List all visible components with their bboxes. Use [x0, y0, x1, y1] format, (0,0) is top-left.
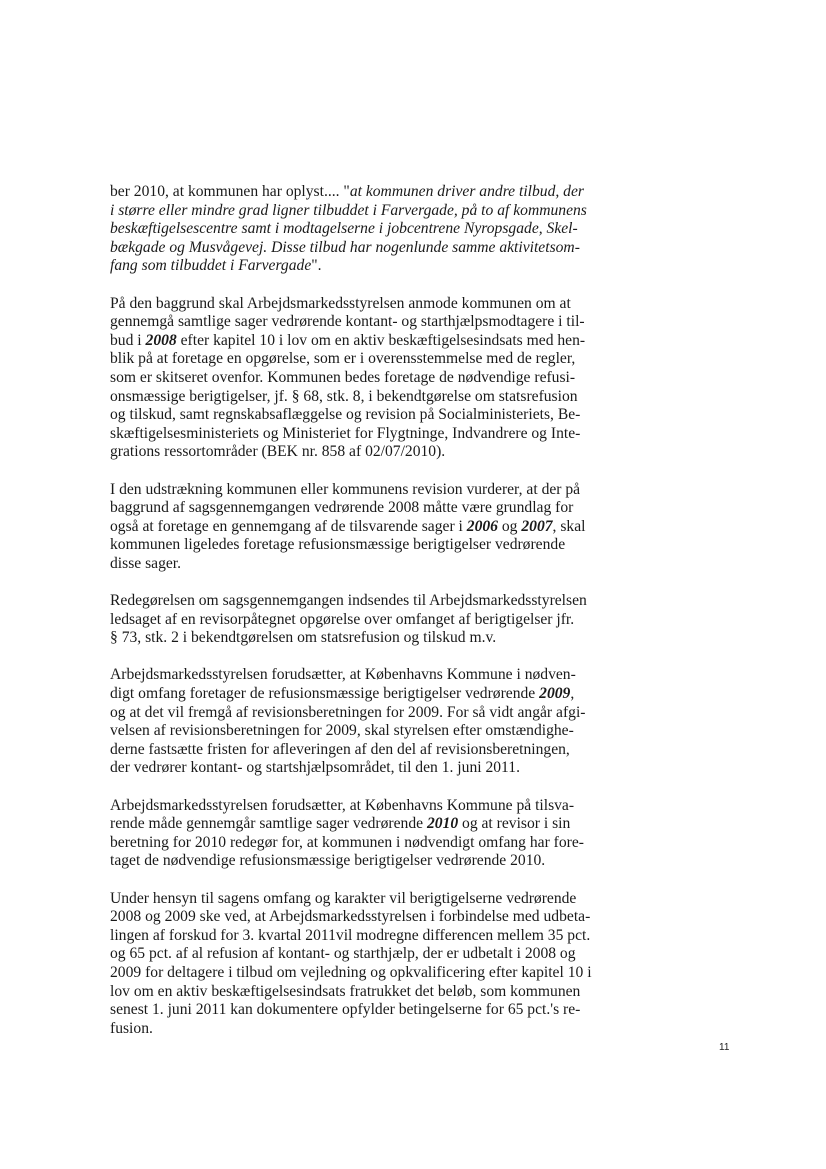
text-run: lingen af forskud for 3. kvartal 2011vil modregne differencen mellem 35 pct. [110, 926, 591, 944]
text-run: at kommunen driver andre tilbud, der [349, 183, 584, 200]
text-run: § 73, stk. 2 i bekendtgørelsen om statsrefusion og tilskud m.v. [110, 629, 497, 647]
text-line [110, 239, 602, 258]
text-run: senest 1. juni 2011 kan dokumentere opfylder betingelserne for 65 pct.'s re- [110, 1001, 581, 1019]
body-paragraph [110, 890, 602, 1039]
text-run: og 65 pct. af al refusion af kontant- og starthjælp, der er udbetalt i 2008 og [110, 945, 576, 963]
text-line [110, 406, 602, 425]
body-paragraph [110, 295, 602, 462]
text-run: velsen af revisionsberetningen for 2009, skal styrelsen efter omstændighe- [110, 722, 574, 740]
text-run: , skal [552, 517, 586, 535]
text-line [110, 685, 602, 704]
text-line [110, 443, 602, 462]
emphasized-year: 2008 [145, 331, 177, 349]
text-run: der vedrører kontant- og startshjælpsområdet, til den 1. juni 2011. [110, 759, 520, 777]
text-run: derne fastsætte fristen for afleveringen af den del af revisionsberetningen, [110, 740, 570, 758]
emphasized-year: 2006 [466, 517, 498, 535]
body-paragraph [110, 666, 602, 778]
text-line [110, 1001, 602, 1020]
text-line [110, 499, 602, 518]
text-run: ". [311, 257, 322, 275]
text-line [110, 759, 602, 778]
text-run: Under hensyn til sagens omfang og karakter vil berigtigelserne vedrørende [110, 889, 577, 907]
emphasized-year: 2007 [521, 517, 553, 535]
text-line [110, 834, 602, 853]
text-run: , [570, 685, 575, 703]
text-line [110, 704, 602, 723]
text-line [110, 741, 602, 760]
text-run: taget de nødvendige refusionsmæssige berigtigelser vedrørende 2010. [110, 852, 546, 870]
text-run: grations ressortområder (BEK nr. 858 af 02/07/2010). [110, 443, 446, 461]
text-line [110, 629, 602, 648]
text-line [110, 555, 602, 574]
emphasized-year: 2009 [539, 685, 571, 703]
text-line [110, 964, 602, 983]
body-paragraph [110, 797, 602, 871]
document-body [110, 183, 602, 1057]
text-line [110, 295, 602, 314]
text-line [110, 350, 602, 369]
body-paragraph [110, 183, 602, 276]
text-run: beskæftigelsescentre samt i modtagelserne i jobcentrene Nyropsgade, Skel- [110, 220, 578, 238]
text-line [110, 220, 602, 239]
text-line [110, 592, 602, 611]
text-line [110, 852, 602, 871]
text-line [110, 797, 602, 816]
text-line [110, 332, 602, 351]
text-run: efter kapitel 10 i lov om en aktiv beskæftigelsesindsats med hen- [176, 331, 586, 349]
text-run: og [497, 517, 522, 535]
text-line [110, 481, 602, 500]
text-line [110, 815, 602, 834]
text-run: som er skitseret ovenfor. Kommunen bedes foretage de nødvendige refusi- [110, 368, 576, 386]
text-line [110, 518, 602, 537]
text-line [110, 983, 602, 1002]
text-run: digt omfang foretager de refusionsmæssige berigtigelser vedrørende [110, 685, 540, 703]
text-run: beretning for 2010 redegør for, at kommunen i nødvendigt omfang har fore- [110, 833, 584, 851]
text-line [110, 666, 602, 685]
text-run: ledsaget af en revisorpåtegnet opgørelse over omfanget af berigtigelser jfr. [110, 610, 575, 628]
text-run: baggrund af sagsgennemgangen vedrørende 2008 måtte være grundlag for [110, 499, 574, 517]
text-run: 2008 og 2009 ske ved, at Arbejdsmarkedsstyrelsen i forbindelse med udbeta- [110, 908, 591, 926]
text-line [110, 313, 602, 332]
text-run: Arbejdsmarkedsstyrelsen forudsætter, at Københavns Kommune i nødven- [110, 666, 576, 684]
text-line [110, 1020, 602, 1039]
text-line [110, 611, 602, 630]
text-line [110, 908, 602, 927]
text-run: onsmæssige berigtigelser, jf. § 68, stk. 8, i bekendtgørelse om statsrefusion [110, 387, 578, 405]
text-line [110, 927, 602, 946]
text-line [110, 536, 602, 555]
text-run: Redegørelsen om sagsgennemgangen indsendes til Arbejdsmarkedsstyrelsen [110, 592, 587, 610]
text-run: blik på at foretage en opgørelse, som er i overensstemmelse med de regler, [110, 350, 576, 368]
text-line [110, 945, 602, 964]
text-line [110, 388, 602, 407]
text-line [110, 369, 602, 388]
text-run: også at foretage en gennemgang af de tilsvarende sager i [110, 517, 467, 535]
text-line [110, 722, 602, 741]
text-run: I den udstrækning kommunen eller kommunens revision vurderer, at der på [110, 480, 581, 498]
text-run: og at det vil fremgå af revisionsberetningen for 2009. For så vidt angår afgi- [110, 703, 586, 721]
text-run: ber 2010, at kommunen har oplyst.... " [110, 183, 350, 200]
text-run: lov om en aktiv beskæftigelsesindsats fratrukket det beløb, som kommunen [110, 982, 581, 1000]
text-run: fusion. [110, 1019, 153, 1037]
text-run: kommunen ligeledes foretage refusionsmæssige berigtigelser vedrørende [110, 536, 566, 554]
text-run: Arbejdsmarkedsstyrelsen forudsætter, at Københavns Kommune på tilsva- [110, 796, 575, 814]
text-run: bud i [110, 331, 146, 349]
text-run: bækgade og Musvågevej. Disse tilbud har nogenlunde samme aktivitetsom- [110, 238, 580, 256]
emphasized-year: 2010 [426, 815, 459, 833]
text-run: På den baggrund skal Arbejdsmarkedsstyrelsen anmode kommunen om at [110, 294, 571, 312]
text-run: disse sager. [110, 554, 182, 572]
text-run: skæftigelsesministeriets og Ministeriet for Flygtninge, Indvandrere og Inte- [110, 424, 581, 442]
page-number: 11 [719, 1042, 730, 1053]
text-run: gennemgå samtlige sager vedrørende kontant- og starthjælpsmodtagere i til- [110, 313, 585, 331]
text-line [110, 890, 602, 909]
text-run: 2009 for deltagere i tilbud om vejledning og opkvalificering efter kapitel 10 i [110, 963, 592, 981]
body-paragraph [110, 592, 602, 648]
text-line [110, 257, 602, 276]
text-run: rende måde gennemgår samtlige sager vedrørende [110, 815, 427, 833]
body-paragraph [110, 481, 602, 574]
text-line [110, 425, 602, 444]
text-line [110, 202, 602, 221]
text-line [110, 183, 602, 202]
text-run: og tilskud, samt regnskabsaflæggelse og revision på Socialministeriets, Be- [110, 406, 581, 424]
text-run: i større eller mindre grad ligner tilbuddet i Farvergade, på to af kommunens [110, 201, 587, 219]
text-run: og at revisor i sin [458, 815, 571, 833]
text-run: fang som tilbuddet i Farvergade [110, 257, 312, 275]
